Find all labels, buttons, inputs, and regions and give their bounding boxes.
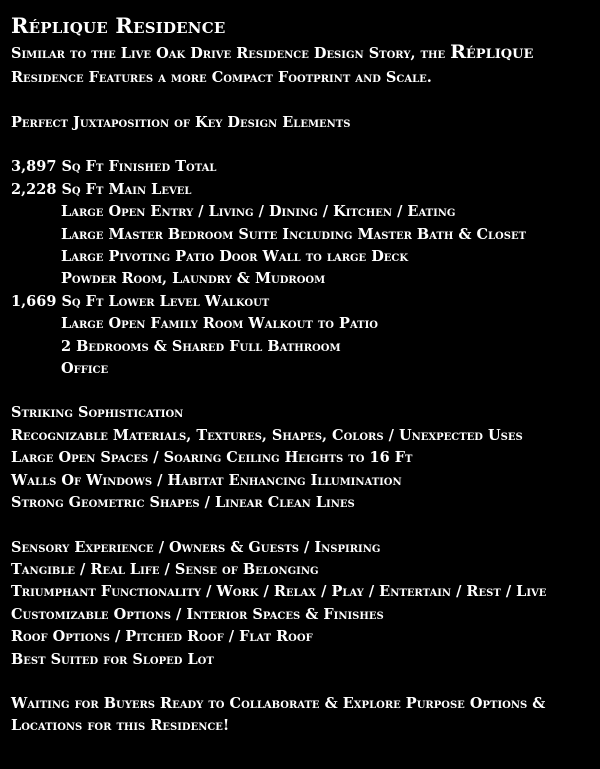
specs-section <box>11 156 590 380</box>
sophistication-line: Large Open Spaces / Soaring Ceiling Heights to 16 Ft <box>11 449 413 467</box>
juxtaposition-section <box>11 112 590 134</box>
spec-main-level: 2,228 Sq Ft Main Level <box>11 180 192 198</box>
closing-text: Waiting for Buyers Ready to Collaborate & Explore Purpose Options & Locations for this Residence! <box>11 694 546 735</box>
sophistication-section <box>11 402 590 514</box>
experience-line: Sensory Experience / Owners & Guests / Inspiring <box>11 538 381 556</box>
experience-line: Roof Options / Pitched Roof / Flat Roof <box>11 628 313 646</box>
experience-line: Best Suited for Sloped Lot <box>11 650 214 668</box>
intro-paragraph <box>11 40 590 90</box>
spec-total: 3,897 Sq Ft Finished Total <box>11 158 217 176</box>
sophistication-line: Striking Sophistication <box>11 404 184 422</box>
experience-section <box>11 537 590 671</box>
intro-highlight: Réplique <box>450 41 534 63</box>
sophistication-line: Recognizable Materials, Textures, Shapes, Colors / Unexpected Uses <box>11 426 523 444</box>
sophistication-line: Strong Geometric Shapes / Linear Clean Lines <box>11 494 355 512</box>
experience-line: Customizable Options / Interior Spaces & Finishes <box>11 605 384 623</box>
main-level-item: Large Master Bedroom Suite Including Master Bath & Closet <box>61 225 527 243</box>
experience-line: Tangible / Real Life / Sense of Belonging <box>11 560 319 578</box>
lower-level-item: Large Open Family Room Walkout to Patio <box>61 315 378 333</box>
lower-level-item: 2 Bedrooms & Shared Full Bathroom <box>61 337 341 355</box>
lower-level-item: Office <box>61 360 109 378</box>
intro-text-after: Residence Features a more Compact Footprint and Scale. <box>11 69 432 86</box>
sophistication-line: Walls Of Windows / Habitat Enhancing Illumination <box>11 471 402 489</box>
page-title: Réplique Residence <box>11 13 226 38</box>
main-level-item: Large Pivoting Patio Door Wall to large Deck <box>61 248 409 266</box>
intro-text-before: Similar to the Live Oak Drive Residence Design Story, the <box>11 45 451 62</box>
main-level-item: Powder Room, Laundry & Mudroom <box>61 270 326 288</box>
spec-lower-level: 1,669 Sq Ft Lower Level Walkout <box>11 292 270 310</box>
closing-section <box>11 693 590 738</box>
juxtaposition-heading: Perfect Juxtaposition of Key Design Elements <box>11 114 351 131</box>
main-level-item: Large Open Entry / Living / Dining / Kitchen / Eating <box>61 203 456 221</box>
experience-line: Triumphant Functionality / Work / Relax / Play / Entertain / Rest / Live <box>11 583 547 601</box>
